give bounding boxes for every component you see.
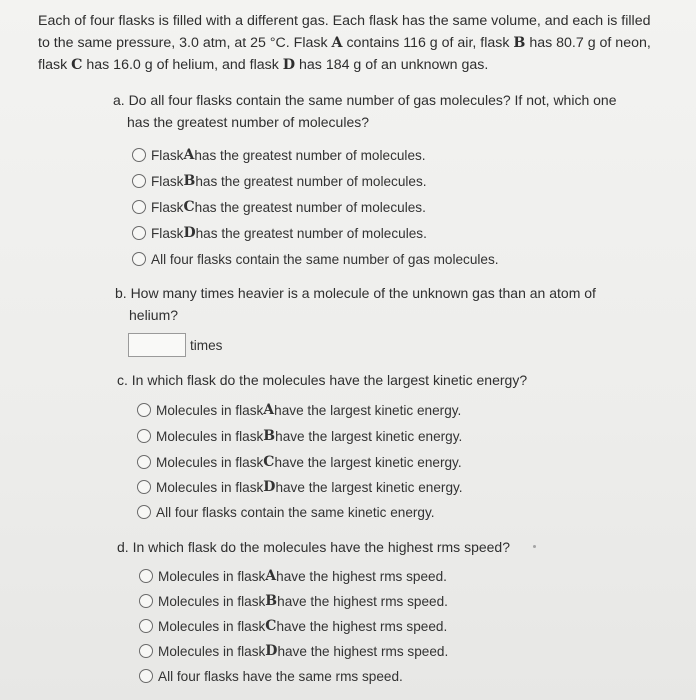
radio-button[interactable] bbox=[132, 252, 146, 266]
radio-button[interactable] bbox=[139, 569, 153, 583]
flask-b-label: B bbox=[513, 35, 526, 51]
flask-d-label: D bbox=[282, 57, 296, 73]
question-d bbox=[117, 536, 677, 558]
option-a-all-same[interactable]: All four flasks contain the same number of gas molecules. bbox=[132, 249, 499, 269]
answer-b-unit: times bbox=[190, 337, 223, 353]
option-a-flask-d[interactable]: Flask D has the greatest number of molecules. bbox=[132, 223, 427, 243]
question-c-line-1: c. In which flask do the molecules have the largest kinetic energy? bbox=[117, 372, 528, 388]
option-c-flask-b[interactable]: Molecules in flask B have the largest kinetic energy. bbox=[137, 426, 462, 446]
option-a-flask-a[interactable]: Flask A has the greatest number of molecules. bbox=[132, 145, 426, 165]
radio-button[interactable] bbox=[132, 174, 146, 188]
radio-button[interactable] bbox=[139, 619, 153, 633]
flask-c-label: C bbox=[71, 57, 83, 73]
radio-button[interactable] bbox=[137, 480, 151, 494]
radio-button[interactable] bbox=[139, 594, 153, 608]
answer-b-row bbox=[128, 333, 222, 357]
radio-button[interactable] bbox=[137, 403, 151, 417]
option-d-all-same[interactable]: All four flasks have the same rms speed. bbox=[139, 666, 403, 686]
flask-a-label: A bbox=[331, 35, 343, 51]
option-d-flask-c[interactable]: Molecules in flask C have the highest rms speed. bbox=[139, 616, 447, 636]
question-a-line-1: a. Do all four flasks contain the same number of gas molecules? If not, which one bbox=[113, 92, 617, 108]
option-d-flask-a[interactable]: Molecules in flask A have the highest rms speed. bbox=[139, 566, 447, 586]
radio-button[interactable] bbox=[137, 505, 151, 519]
option-d-flask-d[interactable]: Molecules in flask D have the highest rms speed. bbox=[139, 641, 448, 661]
question-d-line-1: d. In which flask do the molecules have the highest rms speed? bbox=[117, 539, 510, 555]
option-a-flask-c[interactable]: Flask C has the greatest number of molecules. bbox=[132, 197, 426, 217]
option-c-flask-a[interactable]: Molecules in flask A have the largest kinetic energy. bbox=[137, 400, 461, 420]
option-c-flask-c[interactable]: Molecules in flask C have the largest kinetic energy. bbox=[137, 452, 462, 472]
option-d-flask-b[interactable]: Molecules in flask B have the highest rms speed. bbox=[139, 591, 448, 611]
radio-button[interactable] bbox=[132, 226, 146, 240]
question-b-line-2: helium? bbox=[129, 307, 179, 323]
question-b-line-1: b. How many times heavier is a molecule of the unknown gas than an atom of bbox=[115, 285, 596, 301]
stray-dot bbox=[533, 545, 536, 548]
radio-button[interactable] bbox=[132, 148, 146, 162]
answer-b-input[interactable] bbox=[128, 333, 186, 357]
radio-button[interactable] bbox=[137, 455, 151, 469]
option-a-flask-b[interactable]: Flask B has the greatest number of molecules. bbox=[132, 171, 427, 191]
question-b bbox=[115, 282, 675, 326]
question-a bbox=[113, 89, 673, 133]
radio-button[interactable] bbox=[139, 669, 153, 683]
question-c bbox=[117, 369, 677, 391]
problem-statement: Each of four flasks is filled with a different gas. Each flask has the same volume, and each is filled to the same pressure, 3.0 atm, at 25 °C. Flask A contains 116 g of air, flask B has 80.7 g of neon, flask C has 16.0 g of helium, and flask D has 184 g of an unknown gas. bbox=[38, 13, 651, 73]
radio-button[interactable] bbox=[132, 200, 146, 214]
radio-button[interactable] bbox=[137, 429, 151, 443]
option-c-flask-d[interactable]: Molecules in flask D have the largest kinetic energy. bbox=[137, 477, 463, 497]
question-a-line-2: has the greatest number of molecules? bbox=[127, 114, 370, 130]
option-c-all-same[interactable]: All four flasks contain the same kinetic energy. bbox=[137, 502, 435, 522]
radio-button[interactable] bbox=[139, 644, 153, 658]
